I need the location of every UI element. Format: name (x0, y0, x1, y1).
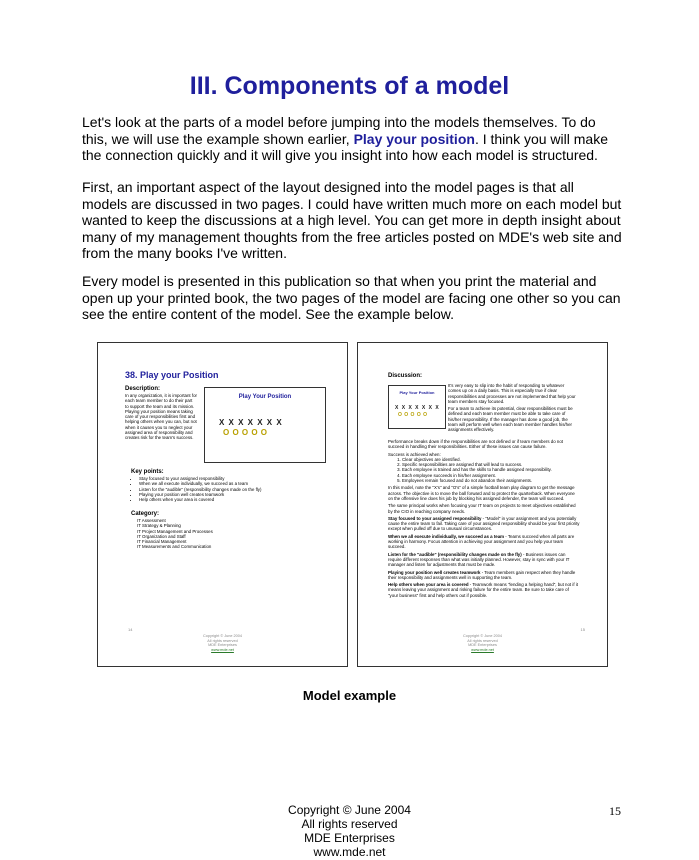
thumb-text: Success is achieved when: (388, 451, 441, 457)
thumb-description-heading: Description: (125, 386, 161, 392)
thumb-play-diagram-small (388, 385, 446, 429)
thumb-play-title: Play Your Position (238, 394, 292, 400)
model-name-highlight: Play your position (353, 130, 475, 147)
thumb-page-number: 15 (580, 626, 585, 632)
thumb-discussion-body (388, 439, 580, 598)
thumb-text: It's very easy to slip into the habit of responding to whatever comes up on a daily basis. This is especially true if clear responsibilities and processes are not implemented that help your team members stay focused. (448, 383, 576, 404)
thumb-point (388, 534, 580, 550)
thumb-category-item: IT Assessment (137, 518, 166, 523)
thumb-category-item: IT Organization and Staff (137, 533, 186, 539)
thumb-category-item: IT Financial Management (137, 539, 187, 545)
footer-company: MDE Enterprises (304, 831, 395, 845)
thumb-text: In this model, note the "X's" and "O's" of a simple football team play diagram to get the message across. The objective is to move the ball forward and to protect the quarterback. When everyone on the offensive line does his job by blocking his assigned defender, the team will succeed. (388, 485, 575, 501)
footer-rights: All rights reserved (301, 817, 398, 831)
thumb-text: Performance breaks down if the responsibilities are not defined or if team members do not succeed in handling their responsibilities. Either of these issues can cause failure. (388, 439, 563, 450)
thumb-category-heading: Category: (131, 511, 160, 517)
thumb-success-item: 5. Employees remain focused and do not abandon their assignments. (402, 478, 580, 483)
footer-copyright: Copyright © June 2004 (288, 803, 411, 817)
thumb-key-point: • Listen for the "audible" (responsibility changes made on the fly) (139, 487, 321, 492)
thumb-discussion-heading: Discussion: (388, 373, 423, 379)
thumb-point-text: - Teams succeed when all parts are working in harmony. Focus attention in achieving your assignment and you help your team succeed. (388, 533, 575, 550)
page-title: III. Components of a model (189, 72, 510, 100)
thumb-description-text: In any organization, it is important for each team member to do their part to support the team and its mission. Playing your position means taking care of your responsibilities first and helping others when you can, but not when it causes you to neglect your assigned area of responsibility and creates risk for the team's success. (125, 393, 197, 441)
thumb-footer-line: MDE Enterprises (468, 643, 497, 647)
thumb-play-title-small: Play Your Position (399, 390, 435, 395)
thumb-success-item: 1. Clear objectives are identified. (402, 457, 580, 462)
thumb-point-text: - "Model" in your assignment and you potentially cause the entire team to fail. Taking care of your assigned responsibility should be your first priority except when pulled off due to unusual circumstances. (388, 515, 580, 532)
thumb-key-points (131, 469, 321, 502)
thumb-x-row: X X X X X X X (219, 418, 283, 427)
thumb-point-head: Help others when your area is covered (388, 582, 469, 588)
page-footer (0, 803, 699, 859)
thumb-footer-url: www.mde.net (471, 647, 494, 652)
thumb-footer-line: Copyright © June 2004 (203, 634, 242, 638)
page-number: 15 (609, 804, 621, 818)
thumb-model-title: 38. Play your Position (125, 370, 219, 380)
thumb-o-row: O O O O O (223, 428, 268, 437)
thumb-page-number: 14 (128, 626, 133, 632)
thumb-x-row-small: X X X X X X X (395, 405, 440, 411)
thumb-point (388, 570, 580, 581)
figure-caption: Model example (302, 688, 397, 703)
intro-paragraph (82, 114, 622, 164)
thumb-point-text: - Teamwork means "lending a helping hand", but not if it means leaving your assignment and risking failure for the entire team. Be sure to take care of "your business" first and help others out if possible. (388, 582, 578, 598)
thumb-point (388, 516, 580, 532)
thumb-category-item: IT Project Management and Processes (137, 528, 213, 534)
thumb-category-item: IT Strategy & Planning (137, 523, 181, 529)
thumb-point-head: Listen for the "audible" (responsibility changes made on the fly) (388, 551, 522, 557)
thumb-key-point: • Playing your position well creates teamwork (139, 492, 321, 497)
thumb-description (125, 386, 197, 441)
thumb-o-row-small: O O O O O (398, 412, 428, 418)
thumb-key-points-heading: Key points: (131, 469, 164, 475)
layout-paragraph: First, an important aspect of the layout designed into the model pages is that all models are discussed in two pages. I could have written much more on each model but wanted to keep the discussions at a high level. You can get more in depth insight about many of my management thoughts from the free articles posted on MDE's web site and from the many books I've written. (82, 179, 622, 261)
intro-text-start: Let's look at the parts of a model before jumping into the models themselves. To do this, we will use the example shown earlier, (82, 114, 596, 147)
thumb-text: The same principal works when focusing your IT team on projects to meet objectives established by the CIO in reaching company needs. (388, 503, 576, 514)
intro-text-end: . I think you will make the connection quickly and it will give you insight into how each model is structured. (82, 130, 608, 163)
left-page-thumbnail (97, 342, 348, 667)
thumb-footer-line: MDE Enterprises (208, 643, 237, 647)
footer-url: www.mde.net (313, 845, 386, 859)
thumb-footer-url: www.mde.net (211, 647, 234, 652)
thumb-play-diagram (204, 387, 326, 463)
thumb-side-text (448, 383, 578, 433)
thumb-point (388, 552, 580, 568)
thumb-footer-line: All rights reserved (207, 638, 238, 643)
thumb-footer (358, 634, 607, 652)
thumb-footer-line: All rights reserved (467, 638, 498, 643)
thumb-point-text: - Business issues can require different responses than what was initially planned. However, stay in sync with your IT manager and listen for adjustments that must be made. (388, 551, 570, 568)
thumb-point-head: When we all execute individually, we succeed as a team (388, 533, 505, 539)
thumb-key-point: • Stay focused to your assigned responsibility (139, 476, 321, 481)
thumb-point-head: Stay focused to your assigned responsibility (388, 515, 482, 521)
thumb-success-item: 3. Each employee is trained and has the skills to handle assigned responsibility. (402, 467, 580, 472)
thumb-success-item: 4. Each employee succeeds in his/her assignment. (402, 473, 580, 478)
thumb-key-point: • When we all execute individually, we succeed as a team (139, 481, 321, 486)
thumb-point (388, 582, 580, 598)
thumb-key-point: • Help others when your area is covered (139, 497, 321, 502)
thumb-point-text: - Team members gain respect when they handle their responsibility and assignments well in supporting the team. (388, 569, 576, 580)
thumb-success-item: 2. Specific responsibilities are assigned that will lead to success. (402, 462, 580, 467)
right-page-thumbnail (357, 342, 608, 667)
thumb-category (131, 511, 321, 550)
thumb-text: For a team to achieve its potential, clear responsibilities must be defined and each team member must be able to take care of his/her responsibility. If the manager has done a good job, the team will perform well when each team member handles his/her assignments effectively. (448, 406, 573, 433)
thumb-point-head: Playing your position well creates teamwork (388, 569, 481, 575)
thumb-footer (98, 634, 347, 652)
thumb-category-item: IT Measurements and Communication (137, 544, 212, 550)
thumb-footer-line: Copyright © June 2004 (463, 634, 502, 638)
printing-paragraph: Every model is presented in this publication so that when you print the material and open up your printed book, the two pages of the model are facing one other so you can see the entire content of the model. See the example below. (82, 273, 621, 322)
